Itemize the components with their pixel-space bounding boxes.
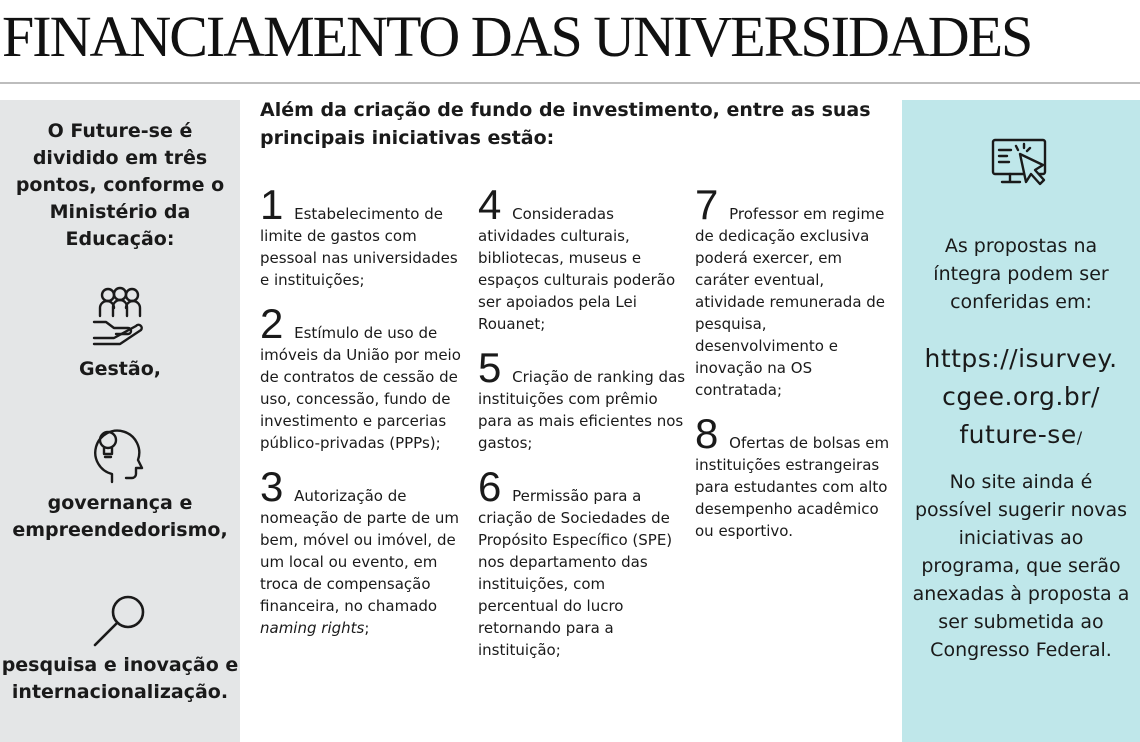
initiative-5 [478, 344, 688, 454]
initiative-number: 1 [260, 181, 284, 228]
initiative-4 [478, 181, 688, 335]
initiative-text: Consideradas atividades culturais, bibliotecas, museus e espaços culturais poderão ser apoiados pela Lei Rouanet; [478, 205, 676, 333]
initiative-italic-term: naming rights [260, 619, 365, 637]
survey-link-line: https://isurvey. [924, 344, 1118, 373]
initiative-number: 5 [478, 344, 502, 391]
pillar-label-gestao: Gestão, [79, 358, 161, 380]
initiative-suffix: ; [364, 619, 370, 637]
initiative-8 [695, 410, 895, 542]
title-divider [0, 82, 1140, 84]
initiative-text: Professor em regime de dedicação exclusiva poderá exercer, em caráter eventual, atividade remunerada de pesquisa, desenvolvimento e inovação na OS contratada; [695, 205, 886, 399]
initiative-7 [695, 181, 895, 401]
initiative-3 [260, 463, 470, 639]
initiatives-intro: Além da criação de fundo de investimento, entre as suas principais iniciativas estão: [260, 99, 871, 149]
initiative-2 [260, 300, 470, 454]
right-panel-note: No site ainda é possível sugerir novas iniciativas ao programa, que serão anexadas à proposta a ser submetida ao Congresso Federal. [912, 471, 1130, 661]
pillar-label-governanca-text: governança e empreendedorismo, [12, 492, 228, 541]
initiative-text: Estabelecimento de limite de gastos com pessoal nas universidades e instituições; [260, 205, 458, 289]
pillar-label-governanca [0, 490, 240, 544]
survey-link-slash: / [1076, 428, 1083, 447]
page-title: FINANCIAMENTO DAS UNIVERSIDADES [2, 4, 1032, 69]
left-panel-intro: O Future-se é dividido em três pontos, conforme o Ministério da Educação: [15, 120, 225, 250]
magnifying-glass-icon [90, 592, 150, 652]
initiative-text: Estímulo de uso de imóveis da União por meio de contratos de cessão de uso, concessão, fundo de investimento e parcerias público-privadas (PPPs); [260, 324, 461, 452]
survey-link[interactable] [908, 340, 1134, 457]
right-panel [902, 100, 1140, 742]
initiative-number: 7 [695, 181, 719, 228]
people-in-hand-icon [88, 286, 152, 346]
initiatives-column-1 [260, 181, 470, 657]
initiative-1 [260, 181, 470, 291]
left-panel [0, 100, 240, 742]
initiative-text: Autorização de nomeação de parte de um bem, móvel ou imóvel, de um local ou evento, em troca de compensação financeira, no chamado [260, 487, 460, 615]
initiative-number: 8 [695, 410, 719, 457]
initiatives-column-3 [695, 181, 895, 560]
initiative-number: 4 [478, 181, 502, 228]
initiative-number: 6 [478, 463, 502, 510]
pillar-label-pesquisa: pesquisa e inovação e internacionalização. [1, 654, 239, 703]
initiatives-column-2 [478, 181, 688, 679]
computer-click-icon [990, 136, 1050, 194]
survey-link-line: cgee.org.br/ [942, 382, 1100, 411]
right-panel-text: As propostas na íntegra podem ser conferidas em: [933, 235, 1109, 313]
initiative-number: 3 [260, 463, 284, 510]
survey-link-line: future-se [959, 420, 1077, 449]
initiative-6 [478, 463, 688, 661]
initiative-text: Permissão para a criação de Sociedades de Propósito Específico (SPE) nos departamento das instituições, com percentual do lucro retornando para a instituição; [478, 487, 673, 659]
initiative-number: 2 [260, 300, 284, 347]
initiative-text: Criação de ranking das instituições com prêmio para as mais eficientes nos gastos; [478, 368, 686, 452]
initiative-text: Ofertas de bolsas em instituições estrangeiras para estudantes com alto desempenho acadêmico ou esportivo. [695, 434, 890, 540]
head-with-lightbulb-icon [92, 426, 148, 484]
